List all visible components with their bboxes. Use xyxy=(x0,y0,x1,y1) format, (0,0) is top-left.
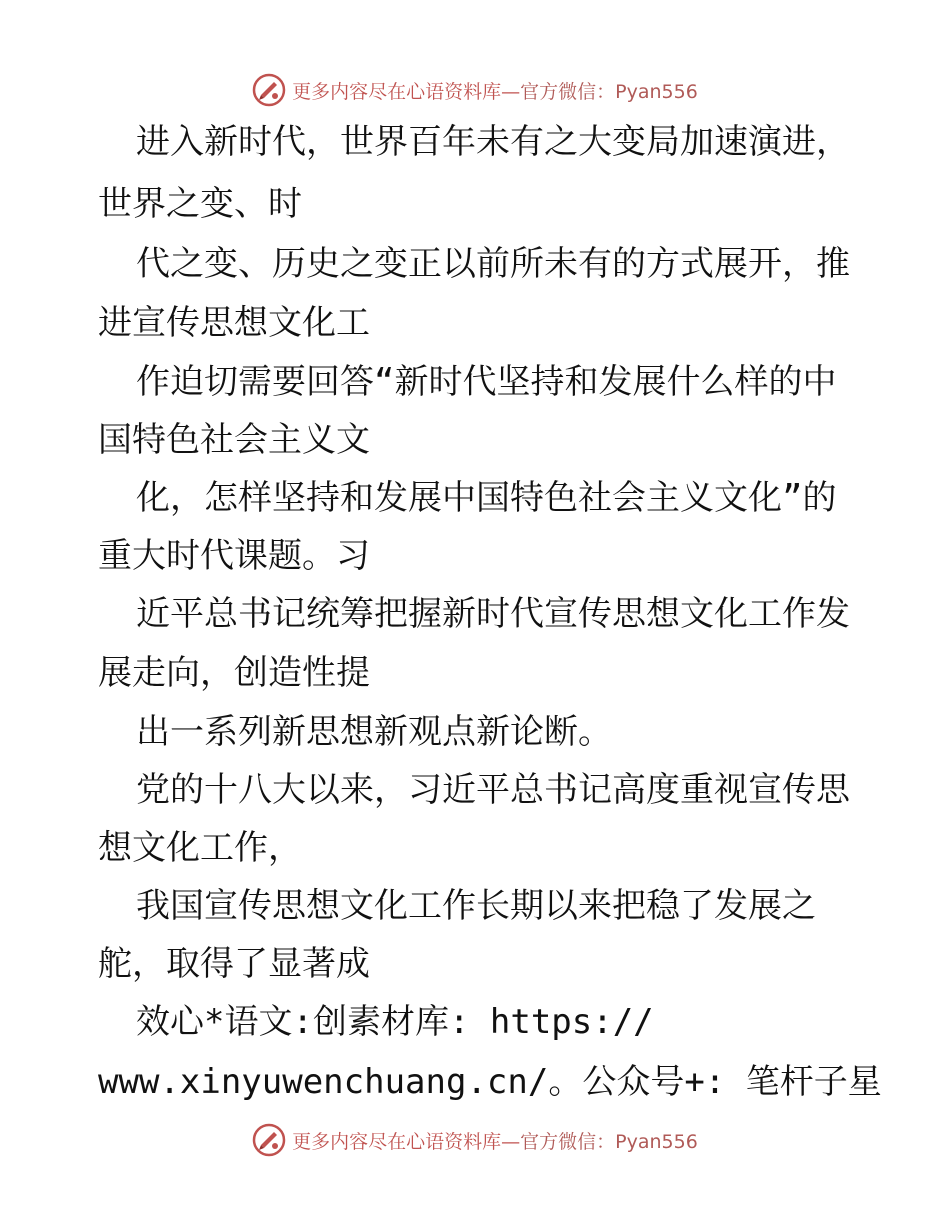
header-banner-main: 更多内容尽在心语资料库— xyxy=(292,80,521,103)
text-line: 近平总书记统筹把握新时代宣传思想文化工作发 xyxy=(136,594,850,634)
text-line: 效心*语文:创素材库: https:// xyxy=(136,1002,654,1042)
footer-banner-main: 更多内容尽在心语资料库— xyxy=(292,1130,521,1153)
text-line: 想文化工作， xyxy=(98,828,302,868)
header-banner-sub: 官方微信：Pyan556 xyxy=(520,80,698,103)
header-banner xyxy=(0,70,950,110)
footer-banner-sub: 官方微信：Pyan556 xyxy=(520,1130,698,1153)
text-line: 国特色社会主义文 xyxy=(98,420,370,460)
text-line: 代之变、历史之变正以前所未有的方式展开，推 xyxy=(136,244,850,284)
text-line: 进入新时代，世界百年未有之大变局加速演进， xyxy=(136,122,850,162)
pen-logo-icon xyxy=(252,1123,286,1157)
text-line: 舵，取得了显著成 xyxy=(98,944,370,984)
text-line: 作迫切需要回答“新时代坚持和发展什么样的中 xyxy=(136,362,837,402)
text-line: www.xinyuwenchuang.cn/。公众号+: 笔杆子星 xyxy=(98,1062,882,1102)
text-line: 重大时代课题。习 xyxy=(98,536,370,576)
footer-banner xyxy=(0,1120,950,1160)
text-line: 党的十八大以来，习近平总书记高度重视宣传思 xyxy=(136,770,850,810)
text-line: 展走向，创造性提 xyxy=(98,653,370,693)
text-line: 世界之变、时 xyxy=(98,184,302,224)
text-line: 出一系列新思想新观点新论断。 xyxy=(136,712,612,752)
text-line: 化，怎样坚持和发展中国特色社会主义文化”的 xyxy=(136,478,837,518)
text-line: 进宣传思想文化工 xyxy=(98,303,370,343)
text-line: 我国宣传思想文化工作长期以来把稳了发展之 xyxy=(136,886,816,926)
pen-logo-icon xyxy=(252,73,286,107)
